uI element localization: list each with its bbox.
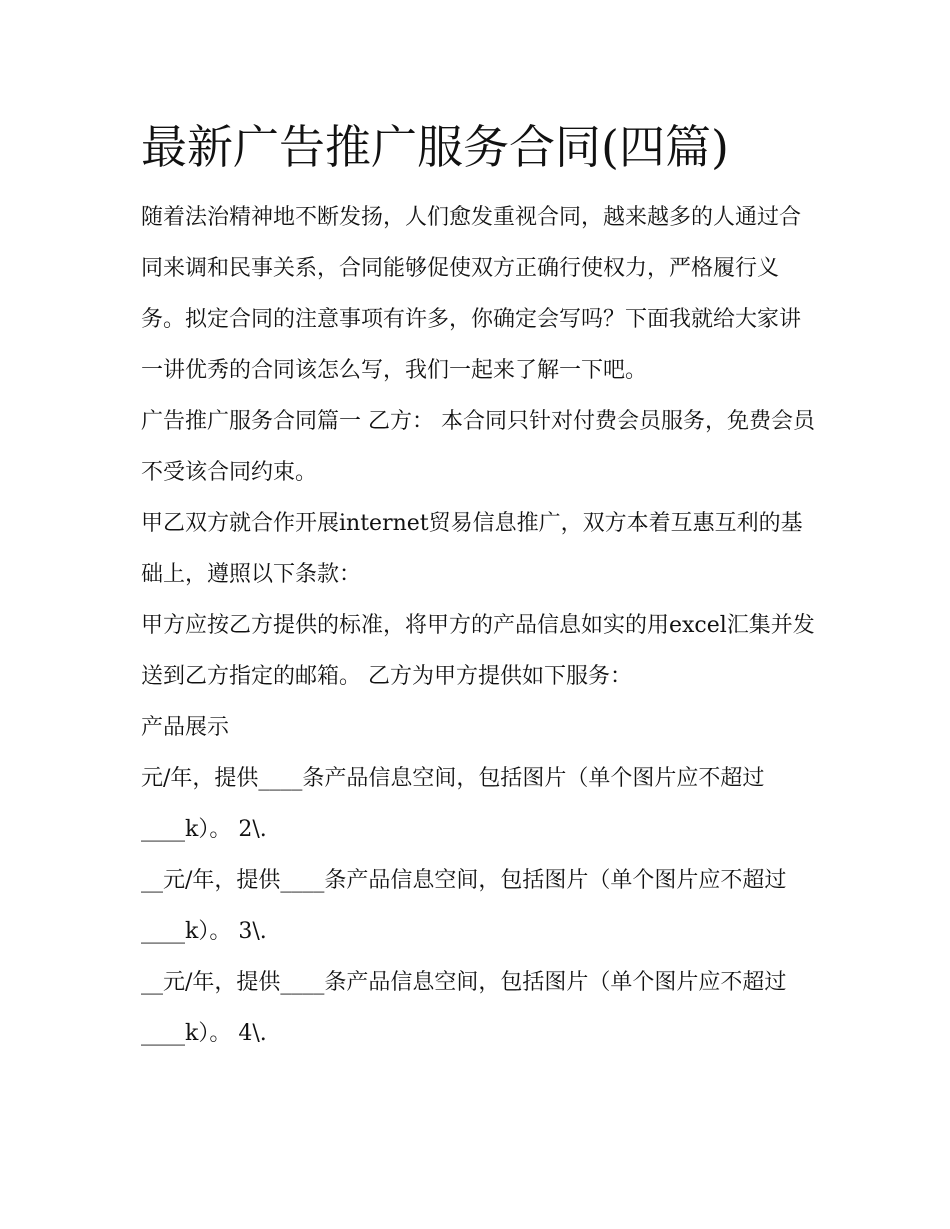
document-title: 最新广告推广服务合同(四篇) [141, 120, 729, 174]
paragraph-product-display: 产品展示 [141, 715, 230, 740]
paragraph-item-3: __元/年，提供____条产品信息空间，包括图片（单个图片应不超过____k）。 4\. [141, 970, 787, 1046]
paragraph-party-a-duty: 甲方应按乙方提供的标准，将甲方的产品信息如实的用excel汇集并发送到乙方指定的邮箱。 乙方为甲方提供如下服务： [141, 613, 815, 689]
paragraph-item-2: __元/年，提供____条产品信息空间，包括图片（单个图片应不超过____k）。 3\. [141, 868, 787, 944]
paragraph-cooperation: 甲乙双方就合作开展internet贸易信息推广，双方本着互惠互利的基础上，遵照以下条款： [141, 511, 803, 587]
paragraph-contract-one: 广告推广服务合同篇一 乙方： 本合同只针对付费会员服务，免费会员不受该合同约束。 [141, 409, 815, 485]
paragraph-item-1: 元/年，提供____条产品信息空间，包括图片（单个图片应不超过____k）。 2\. [141, 766, 765, 842]
document-page [141, 112, 816, 1059]
paragraph-intro: 随着法治精神地不断发扬，人们愈发重视合同，越来越多的人通过合同来调和民事关系，合同能够促使双方正确行使权力，严格履行义务。拟定合同的注意事项有许多，你确定会写吗？下面我就给大家讲一讲优秀的合同该怎么写，我们一起来了解一下吧。 [141, 205, 802, 383]
